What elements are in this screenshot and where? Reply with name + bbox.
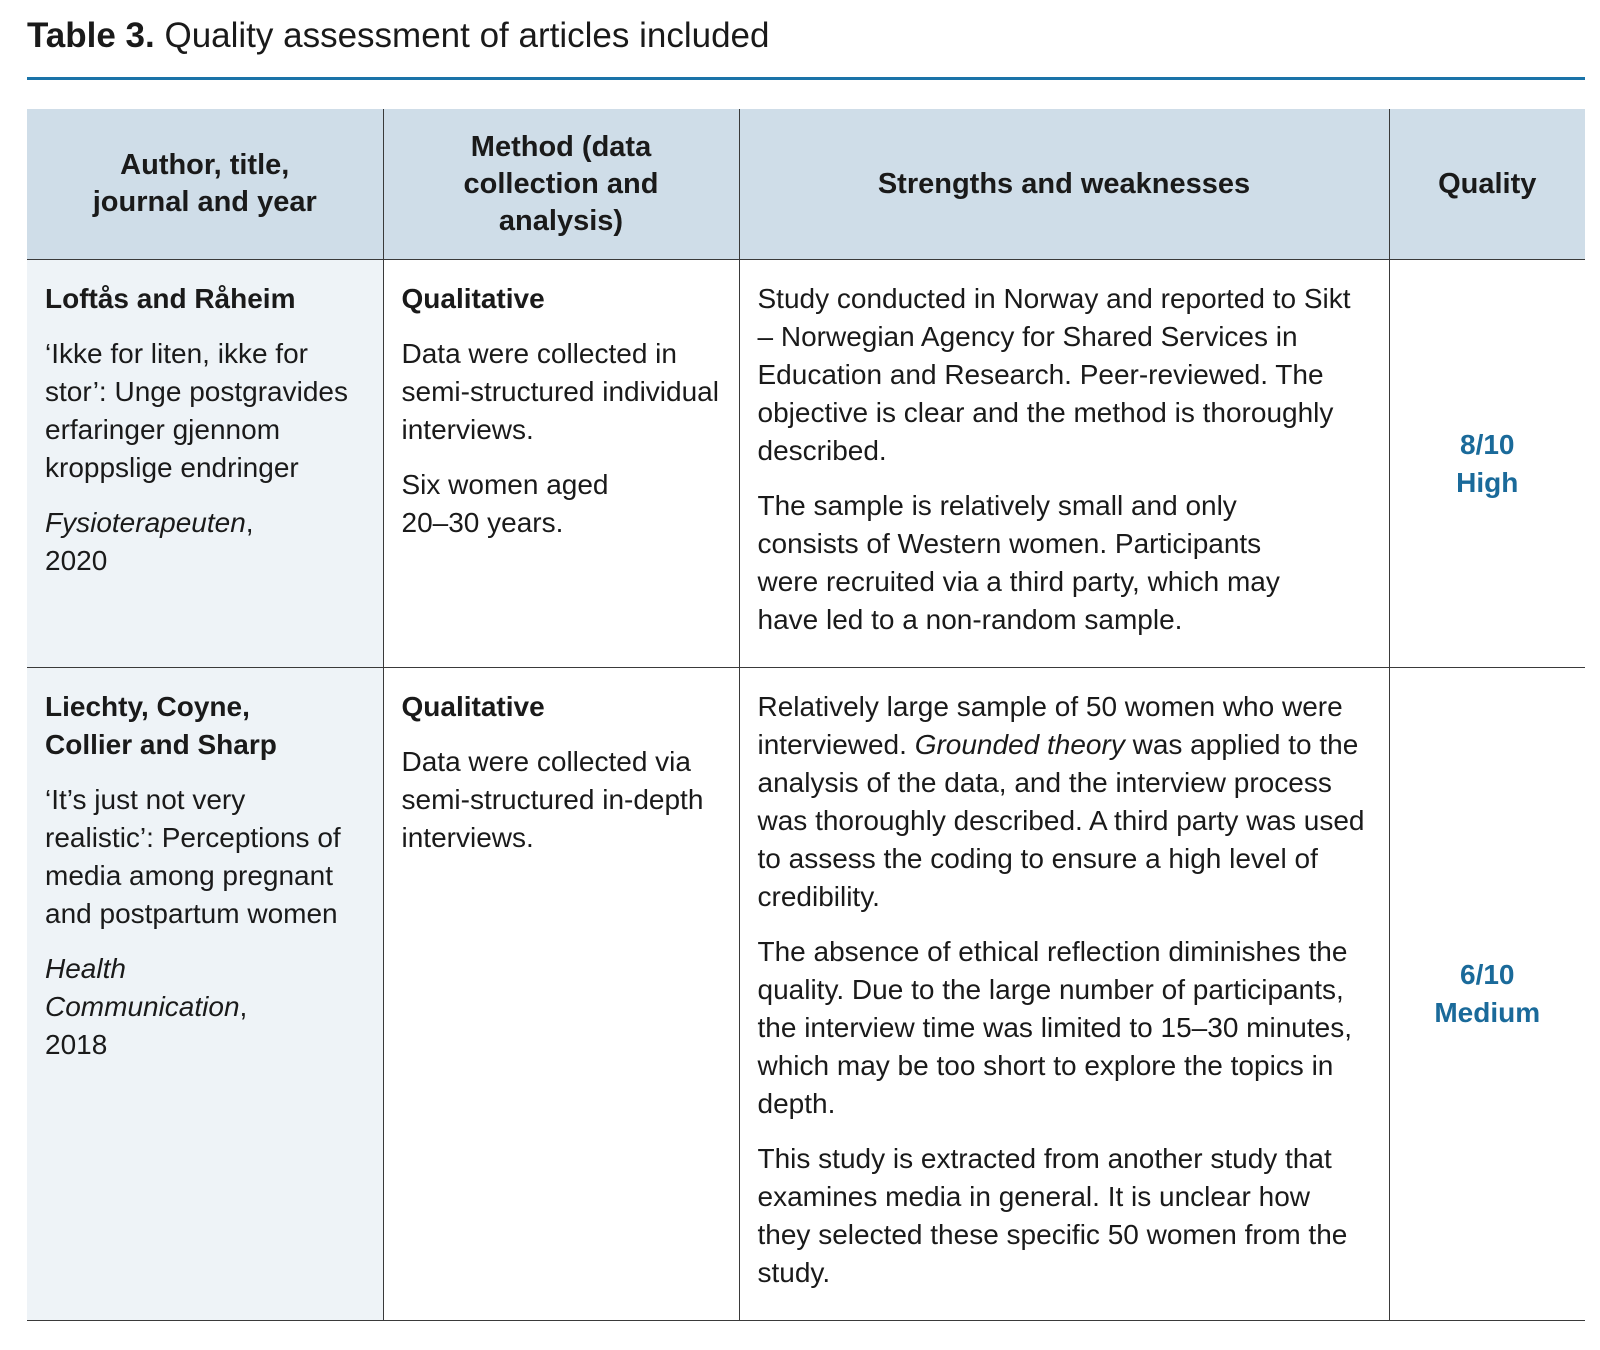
row-journal-year xyxy=(45,504,305,580)
cell-quality xyxy=(1389,260,1585,668)
table-row xyxy=(27,260,1585,668)
cell-method xyxy=(383,668,739,1321)
strengths-text-b: was applied to the analysis of the data, and the interview process was thoroughly described. A third party was used to assess the coding to ensure a high level of credibility. xyxy=(757,729,1365,912)
cell-strengths xyxy=(739,260,1389,668)
row-authors: Liechty, Coyne, Collier and Sharp xyxy=(45,691,277,760)
method-type: Qualitative xyxy=(401,283,545,314)
cell-method xyxy=(383,260,739,668)
quality-score: 8/10 xyxy=(1460,428,1515,460)
row-year: , 2020 xyxy=(45,507,254,576)
header-author xyxy=(27,109,383,260)
method-sample: Six women aged 20–30 years. xyxy=(401,469,609,538)
quality-score: 6/10 xyxy=(1460,959,1515,990)
header-quality-label: Quality xyxy=(1438,167,1537,200)
method-description: Data were collected in semi-structured individual interviews. xyxy=(401,338,719,445)
header-author-label: Author, title, journal and year xyxy=(92,149,317,218)
cell-strengths xyxy=(739,668,1389,1321)
row-journal: Fysioterapeuten xyxy=(45,507,246,538)
row-authors: Loftås and Råheim xyxy=(45,283,296,314)
method-type: Qualitative xyxy=(401,691,545,722)
caption-label: Table 3. xyxy=(27,16,155,55)
header-method xyxy=(383,109,739,260)
row-title: ‘Ikke for liten, ikke for stor’: Unge postgravides erfaringer gjennom kroppslige endringer xyxy=(45,338,348,483)
table-caption xyxy=(27,14,769,58)
caption-divider xyxy=(27,77,1585,80)
row-journal: Health Communication xyxy=(45,953,240,1022)
quality-level: Medium xyxy=(1434,997,1541,1028)
strengths-text-italic: Grounded theory xyxy=(914,729,1125,760)
header-strengths xyxy=(739,109,1389,260)
row-year: , 2018 xyxy=(45,991,248,1060)
strengths-paragraph: Study conducted in Norway and reported to Sikt – Norwegian Agency for Shared Services in Education and Research. Peer-reviewed. The objective is clear and the method is thoroughly described. xyxy=(757,283,1351,466)
header-row xyxy=(27,109,1585,260)
quality-assessment-table xyxy=(27,109,1585,1321)
header-quality xyxy=(1389,109,1585,260)
table-row xyxy=(27,668,1585,1321)
row-journal-year xyxy=(45,950,285,1064)
header-method-label: Method (data collection and analysis) xyxy=(463,130,659,237)
extraction-paragraph: This study is extracted from another study that examines media in general. It is unclear how they selected these specific 50 women from the study. xyxy=(757,1143,1348,1288)
row-title: ‘It’s just not very realistic’: Perceptions of media among pregnant and postpartum women xyxy=(45,784,341,929)
header-strengths-label: Strengths and weaknesses xyxy=(877,167,1251,200)
cell-author xyxy=(27,260,383,668)
cell-quality xyxy=(1389,668,1585,1321)
weaknesses-paragraph: The absence of ethical reflection diminishes the quality. Due to the large number of participants, the interview time was limited to 15–30 minutes, which may be too short to explore the topics in depth. xyxy=(757,936,1352,1119)
quality-level: High xyxy=(1456,466,1519,498)
strengths-text-a: Relatively large sample of 50 women who were interviewed. xyxy=(757,691,1343,760)
method-description: Data were collected via semi-structured in-depth interviews. xyxy=(401,746,704,853)
strengths-paragraph xyxy=(758,688,1373,916)
caption-text: Quality assessment of articles included xyxy=(164,16,770,55)
weaknesses-paragraph: The sample is relatively small and only consists of Western women. Participants were recruited via a third party, which may have led to a non-random sample. xyxy=(757,490,1280,635)
cell-author xyxy=(27,668,383,1321)
